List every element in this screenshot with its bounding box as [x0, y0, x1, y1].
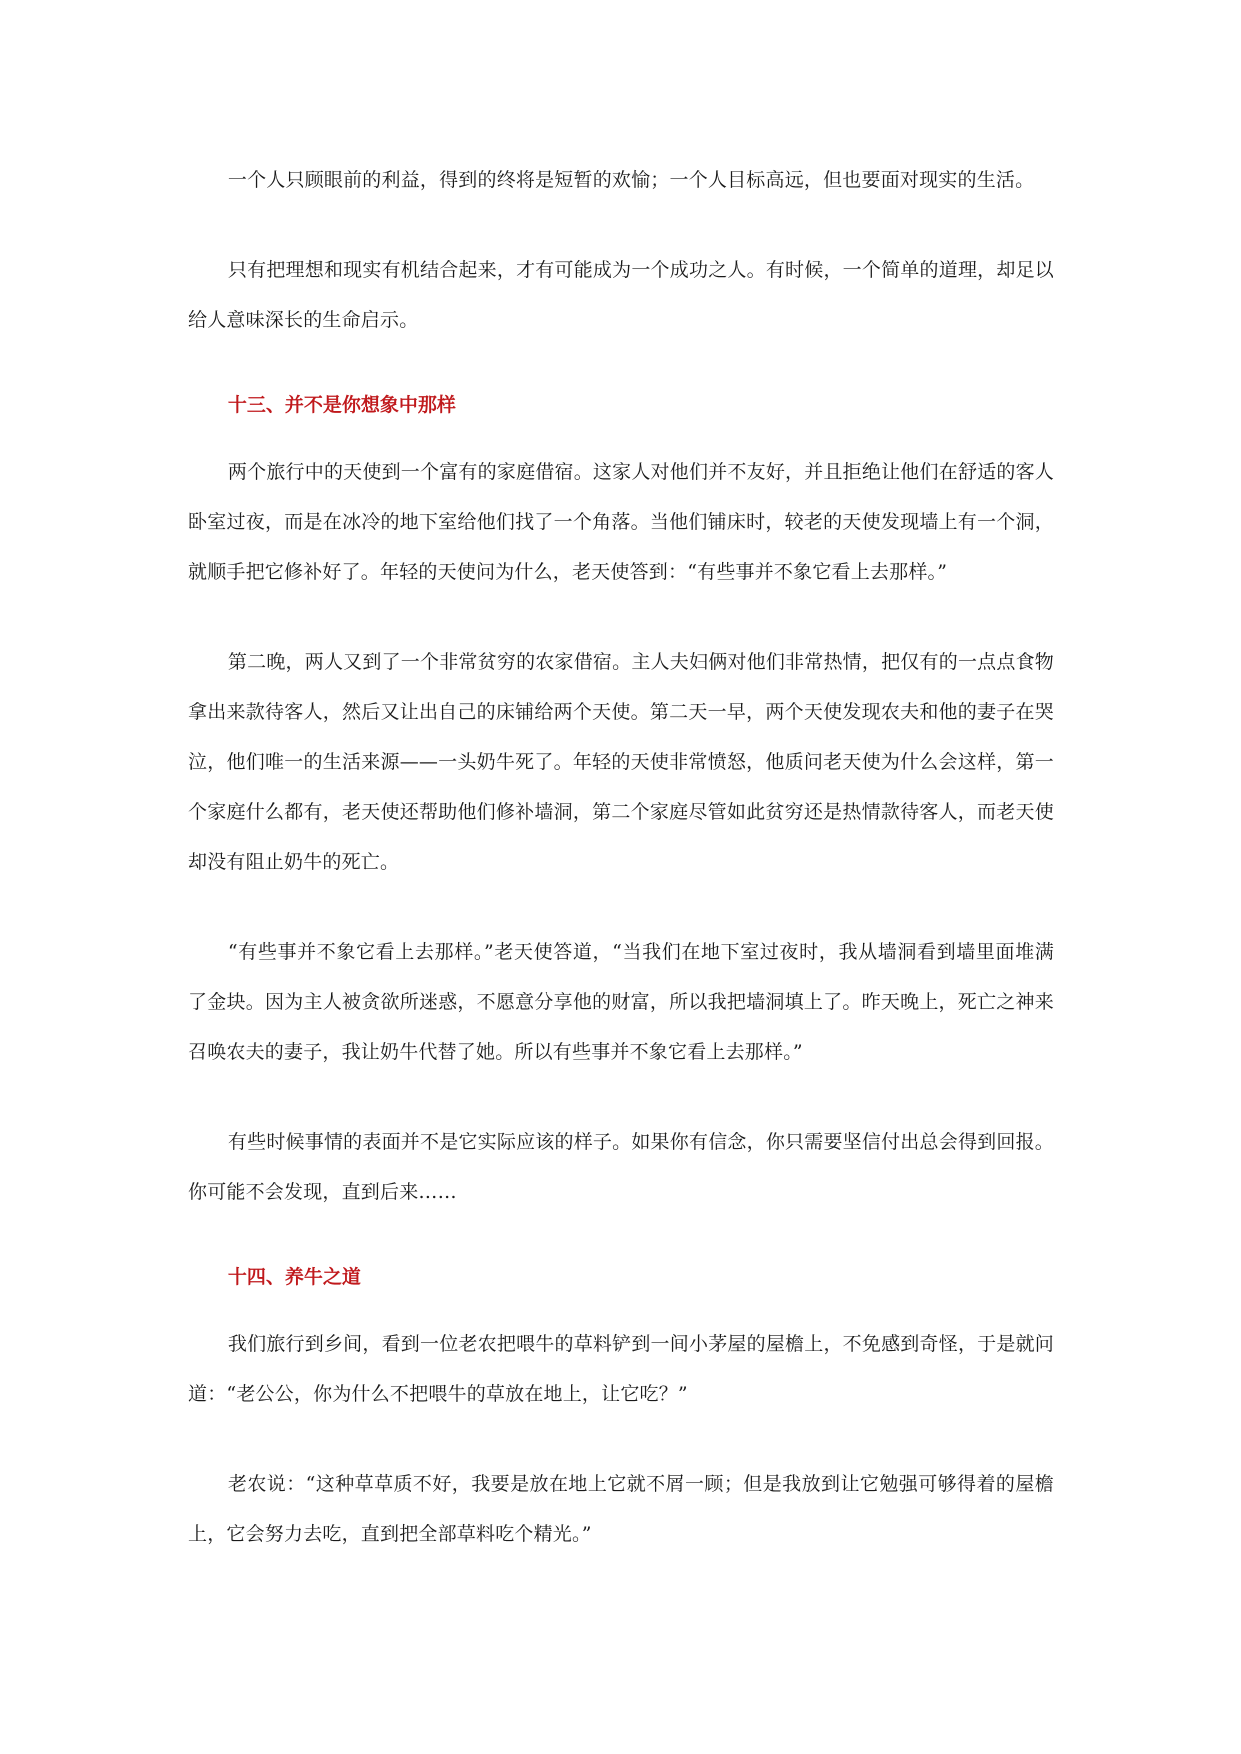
section-13-paragraph-4: 有些时候事情的表面并不是它实际应该的样子。如果你有信念，你只需要坚信付出总会得到回报。你可能不会发现，直到后来……: [188, 1131, 1054, 1203]
section-14-paragraph-2: 老农说：“这种草草质不好，我要是放在地上它就不屑一顾；但是我放到让它勉强可够得着的屋檐上，它会努力去吃，直到把全部草料吃个精光。”: [188, 1473, 1054, 1545]
section-14-title: 十四、养牛之道: [227, 1266, 361, 1288]
document-content: [188, 155, 1054, 1599]
section-13-paragraph-2: 第二晚，两人又到了一个非常贫穷的农家借宿。主人夫妇俩对他们非常热情，把仅有的一点点食物拿出来款待客人，然后又让出自己的床铺给两个天使。第二天一早，两个天使发现农夫和他的妻子在哭泣，他们唯一的生活来源——一头奶牛死了。年轻的天使非常愤怒，他质问老天使为什么会这样，第一个家庭什么都有，老天使还帮助他们修补墙洞，第二个家庭尽管如此贫穷还是热情款待客人，而老天使却没有阻止奶牛的死亡。: [188, 651, 1054, 873]
section-14-paragraph-1: 我们旅行到乡间，看到一位老农把喂牛的草料铲到一间小茅屋的屋檐上，不免感到奇怪，于是就问道：“老公公，你为什么不把喂牛的草放在地上，让它吃？”: [188, 1333, 1054, 1405]
section-13-paragraph-3: “有些事并不象它看上去那样。”老天使答道，“当我们在地下室过夜时，我从墙洞看到墙里面堆满了金块。因为主人被贪欲所迷惑，不愿意分享他的财富，所以我把墙洞填上了。昨天晚上，死亡之神来召唤农夫的妻子，我让奶牛代替了她。所以有些事并不象它看上去那样。”: [188, 941, 1054, 1063]
paragraph-intro-2: 只有把理想和现实有机结合起来，才有可能成为一个成功之人。有时候，一个简单的道理，却足以 给人意味深长的生命启示。: [188, 259, 1054, 331]
paragraph-intro-1: 一个人只顾眼前的利益，得到的终将是短暂的欢愉；一个人目标高远，但也要面对现实的生活。: [227, 169, 1035, 191]
section-13-title: 十三、并不是你想象中那样: [227, 394, 456, 416]
section-13-paragraph-1: 两个旅行中的天使到一个富有的家庭借宿。这家人对他们并不友好，并且拒绝让他们在舒适的客人卧室过夜，而是在冰冷的地下室给他们找了一个角落。当他们铺床时，较老的天使发现墙上有一个洞，就顺手把它修补好了。年轻的天使问为什么，老天使答到：“有些事并不象它看上去那样。”: [188, 461, 1054, 583]
